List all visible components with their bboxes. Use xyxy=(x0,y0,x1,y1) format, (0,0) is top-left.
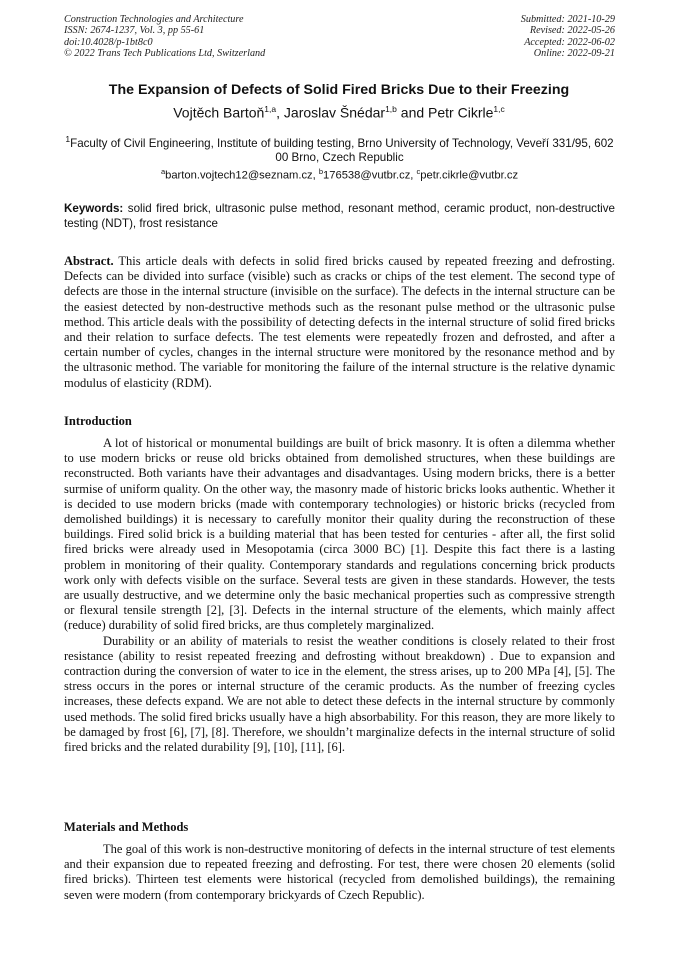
section-heading-introduction: Introduction xyxy=(64,414,132,428)
abstract xyxy=(64,254,615,391)
issn-volume: ISSN: 2674-1237, Vol. 3, pp 55-61 xyxy=(64,25,205,37)
author-list: Vojtěch Bartoň$^{1,a}$, Jaroslav Šnédar$^{1,b}$ and Petr Cikrle$^{1,c}$ xyxy=(173,104,505,121)
author-name: Petr Cikrle xyxy=(428,104,494,121)
affiliation-text: Faculty of Civil Engineering, Institute of building testing, Brno University of Technology, Veveří 331/95, 602 00 Brno, Czech Republic xyxy=(70,136,614,165)
journal-info xyxy=(64,14,265,60)
author-affiliation-mark: 1,a xyxy=(264,104,277,114)
doi[interactable]: doi:10.4028/p-1bt8c0 xyxy=(64,36,153,48)
author-affiliation-mark: 1,c xyxy=(493,104,505,114)
abstract-label: Abstract. xyxy=(64,254,114,268)
online-date: Online: 2022-09-21 xyxy=(533,48,615,60)
email-link[interactable]: 176538@vutbr.cz xyxy=(323,169,411,182)
section-heading-methods: Materials and Methods xyxy=(64,820,189,834)
keywords-label: Keywords: xyxy=(64,202,124,215)
journal-name: Construction Technologies and Architecture xyxy=(64,14,244,25)
author-name: Vojtěch Bartoň xyxy=(173,104,265,121)
affiliation xyxy=(64,132,615,166)
submitted-date: Submitted: 2021-10-29 xyxy=(520,14,615,25)
email-mark: a xyxy=(160,167,166,176)
keywords xyxy=(64,202,615,231)
introduction-body xyxy=(64,436,615,755)
submission-dates xyxy=(521,14,615,60)
paragraph: The goal of this work is non-destructive monitoring of defects in the internal structure of test elements and their expansion due to repeated freezing and defrosting. For test, there were chosen 20 elements (solid fired bricks). Thirteen test elements were historical (recycled from demolished buildings), the remaining seven were modern (from contemporary brickyards of Czech Republic). xyxy=(64,842,615,902)
accepted-date: Accepted: 2022-06-02 xyxy=(524,36,615,48)
email-mark: b xyxy=(318,167,324,176)
paper-title: The Expansion of Defects of Solid Fired Bricks Due to their Freezing xyxy=(108,82,570,98)
author-name: Jaroslav Šnédar xyxy=(283,104,386,121)
methods-body xyxy=(64,842,615,903)
affiliation-mark: 1 xyxy=(65,134,71,144)
email-mark: c xyxy=(416,167,421,176)
abstract-text: This article deals with defects in solid fired bricks caused by repeated freezing and defrosting. Defects can be divided into surface (visible) such as cracks or chips of the test element. The second type of defects are those in the internal structure (invisible on the surface). The defects in the internal structure can be the easiest detected by non-destructive methods such as the resonant pulse method or the ultrasonic pulse method. This article deals with the possibility of detecting defects in the internal structure of solid fired bricks and their relation to surface defects. The test elements were repeatedly frozen and defrosted, and after a certain number of cycles, changes in the internal structure were monitored by the resonance method and by the ultrasonic method. The variable for monitoring the failure of the internal structure is the relative dynamic modulus of elasticity (RDM). xyxy=(64,254,615,390)
copyright: © 2022 Trans Tech Publications Ltd, Switzerland xyxy=(64,48,266,60)
paragraph: A lot of historical or monumental buildings are built of brick masonry. It is often a dilemma whether to use modern bricks or reuse old bricks obtained from demolished structures, when these buildings are reconstructed. Both variants have their advantages and disadvantages. Using modern bricks, there is a better surmise of uniform quality. On the other way, the masonry made of historic bricks looks authentic. Whether it is decided to use modern bricks (made with contemporary technologies) or historic bricks (recycled from demolished buildings) it is necessary to carefully monitor their quality during the reconstruction of these buildings. Fired solid brick is a building material that has been tested for centuries - after all, the first solid fired bricks were already used in Mesopotamia (circa 3000 BC) [1]. Despite this fact there is a lasting problem in monitoring of their quality. Contemporary standards and regulations concerning brick products work only with defects visible on the surface. Several tests are given in these standards. However, the tests are usually destructive, and we determine only the basic mechanical properties such as compressive strength or flexural tensile strength [2], [3]. Defects in the internal structure of the elements, which mainly affect (reduce) durability of solid fired bricks, are thus completely marginalized. xyxy=(64,436,615,633)
author-emails: $^a$barton.vojtech12@seznam.cz, $^b$176538@vutbr.cz, $^c$petr.cikrle@vutbr.cz xyxy=(160,167,519,182)
author-affiliation-mark: 1,b xyxy=(385,104,397,114)
paragraph: Durability or an ability of materials to resist the weather conditions is closely related to their frost resistance (ability to resist repeated freezing and defrosting without breakdown) . Due to expansion and contraction during the conversion of water to ice in the element, the stress arises, up to 200 MPa [4], [5]. The stress occurs in the pores or internal structure of the ceramic products. As the number of freezing cycles increases, these defects expand. We are not able to detect these defects in the internal structure by commonly used methods. The solid fired bricks usually have a high absorbability. For this reason, they are more likely to be damaged by frost [6], [7], [8]. Therefore, we shouldn’t marginalize defects in the internal structure of solid fired bricks and the related durability [9], [10], [11], [6]. xyxy=(64,633,615,755)
keywords-text: solid fired brick, ultrasonic pulse method, resonant method, ceramic product, non-destructive testing (NDT), frost resistance xyxy=(64,202,615,230)
email-link[interactable]: barton.vojtech12@seznam.cz xyxy=(165,169,313,182)
author-conjunction: and xyxy=(400,104,425,121)
email-link[interactable]: petr.cikrle@vutbr.cz xyxy=(420,169,519,182)
revised-date: Revised: 2022-05-26 xyxy=(529,25,615,37)
